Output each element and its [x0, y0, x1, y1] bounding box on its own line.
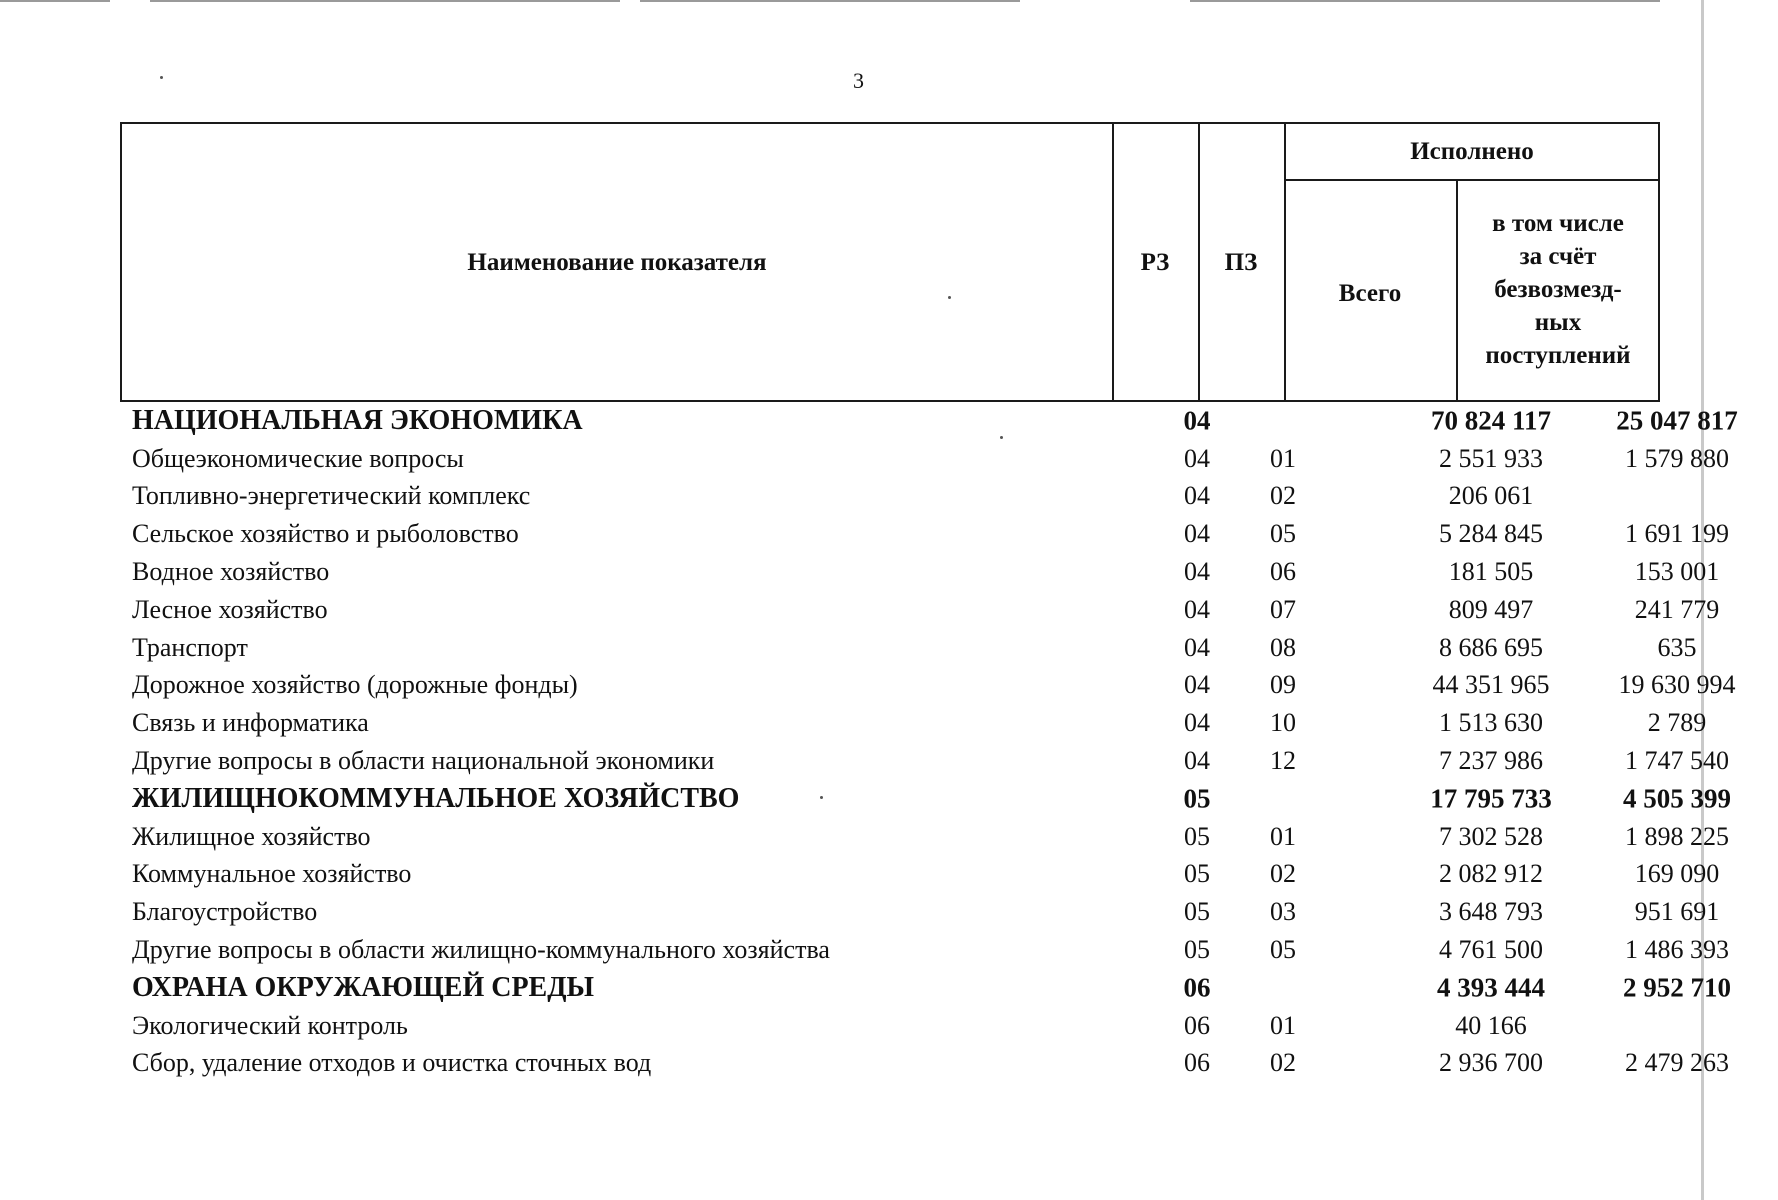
row-total: 181 505: [1448, 557, 1534, 587]
row-rz: 06: [1183, 972, 1211, 1003]
row-total: 1 513 630: [1439, 708, 1543, 738]
header-name: Наименование показателя: [467, 248, 767, 276]
table-header: [120, 122, 1660, 402]
row-free: 2 479 263: [1625, 1048, 1729, 1078]
row-name: Сельское хозяйство и рыболовство: [132, 519, 519, 549]
row-name: НАЦИОНАЛЬНАЯ ЭКОНОМИКА: [132, 404, 583, 436]
header-free-line: за счёт: [1519, 243, 1597, 270]
row-total: 2 551 933: [1439, 443, 1543, 473]
section-row: [120, 402, 1738, 440]
row-name: Другие вопросы в области жилищно-коммунального хозяйства: [132, 935, 830, 965]
header-free-line: ных: [1534, 309, 1582, 336]
row-pz: 02: [1270, 859, 1296, 889]
row-rz: 04: [1184, 746, 1210, 776]
table-row: [120, 478, 1660, 516]
row-pz: 06: [1270, 557, 1296, 587]
row-pz: 12: [1270, 746, 1296, 776]
row-total: 7 302 528: [1439, 821, 1543, 851]
row-name: Благоустройство: [132, 897, 318, 927]
row-name: ЖИЛИЩНОКОММУНАЛЬНОЕ ХОЗЯЙСТВО: [132, 782, 740, 814]
row-pz: 09: [1270, 670, 1296, 700]
row-pz: 02: [1270, 481, 1296, 511]
section-row: [120, 969, 1731, 1007]
header-rz: РЗ: [1140, 248, 1170, 276]
header-free-line: безвозмезд-: [1494, 276, 1622, 303]
row-free: 1 747 540: [1625, 746, 1729, 776]
row-rz: 04: [1183, 405, 1211, 436]
row-name: Общеэкономические вопросы: [132, 443, 464, 473]
section-row: [120, 780, 1731, 818]
table-row: [120, 553, 1720, 591]
row-total: 4 393 444: [1437, 972, 1545, 1003]
table-row: [120, 931, 1729, 969]
row-name: ОХРАНА ОКРУЖАЮЩЕЙ СРЕДЫ: [132, 971, 594, 1003]
row-name: Водное хозяйство: [132, 557, 330, 587]
row-pz: 05: [1270, 935, 1296, 965]
row-free: 4 505 399: [1623, 783, 1731, 814]
row-total: 2 082 912: [1439, 859, 1543, 889]
row-total: 70 824 117: [1430, 405, 1551, 436]
row-pz: 01: [1270, 443, 1296, 473]
row-name: Сбор, удаление отходов и очистка сточных вод: [132, 1048, 652, 1078]
page-number: 3: [853, 68, 864, 93]
table-row: [120, 629, 1697, 667]
header-free-line: поступлений: [1485, 342, 1631, 369]
row-pz: 03: [1270, 897, 1296, 927]
row-free: 1 898 225: [1625, 821, 1729, 851]
table-row: [120, 856, 1720, 894]
row-total: 17 795 733: [1430, 783, 1552, 814]
scan-edge-line: [640, 0, 1020, 2]
row-pz: 01: [1270, 821, 1296, 851]
table-row: [120, 667, 1736, 705]
row-name: Экологический контроль: [132, 1010, 408, 1040]
table-row: [120, 1045, 1729, 1083]
row-rz: 04: [1184, 670, 1210, 700]
table-row: [120, 591, 1720, 629]
scan-edge-line: [0, 0, 110, 2]
row-free: 241 779: [1634, 594, 1720, 624]
row-pz: 02: [1270, 1048, 1296, 1078]
row-free: 153 001: [1634, 557, 1720, 587]
row-name: Топливно-энергетический комплекс: [132, 481, 531, 511]
header-executed: Исполнено: [1410, 138, 1534, 165]
row-name: Лесное хозяйство: [132, 594, 328, 624]
table-row: [120, 1007, 1660, 1045]
row-free: 2 789: [1647, 708, 1707, 738]
scan-speck: [160, 76, 163, 79]
table-row: [120, 704, 1707, 742]
row-rz: 05: [1184, 821, 1210, 851]
row-total: 40 166: [1455, 1010, 1527, 1040]
row-rz: 04: [1184, 632, 1210, 662]
row-rz: 05: [1184, 935, 1210, 965]
row-name: Жилищное хозяйство: [132, 821, 371, 851]
row-rz: 06: [1184, 1010, 1210, 1040]
row-rz: 04: [1184, 557, 1210, 587]
table-body: [120, 402, 1738, 1082]
table-row: [120, 818, 1729, 856]
row-total: 2 936 700: [1439, 1048, 1543, 1078]
row-free: 951 691: [1634, 897, 1720, 927]
table-row: [120, 515, 1729, 553]
row-free: 1 579 880: [1625, 443, 1729, 473]
row-total: 8 686 695: [1439, 632, 1543, 662]
scan-edge-line: [1190, 0, 1660, 2]
row-name: Коммунальное хозяйство: [132, 859, 412, 889]
table-row: [120, 742, 1729, 780]
row-free: 1 486 393: [1625, 935, 1729, 965]
row-rz: 06: [1184, 1048, 1210, 1078]
row-total: 7 237 986: [1439, 746, 1543, 776]
row-free: 19 630 994: [1618, 670, 1736, 700]
row-rz: 04: [1184, 594, 1210, 624]
row-rz: 05: [1183, 783, 1211, 814]
row-name: Транспорт: [132, 632, 248, 662]
row-free: 635: [1657, 632, 1697, 662]
row-pz: 01: [1270, 1010, 1296, 1040]
row-rz: 04: [1184, 708, 1210, 738]
row-pz: 08: [1270, 632, 1296, 662]
row-total: 44 351 965: [1432, 670, 1550, 700]
row-pz: 05: [1270, 519, 1296, 549]
row-name: Другие вопросы в области национальной экономики: [132, 746, 715, 776]
row-rz: 05: [1184, 897, 1210, 927]
row-total: 5 284 845: [1439, 519, 1543, 549]
header-free: [1456, 179, 1660, 400]
row-total: 3 648 793: [1439, 897, 1543, 927]
row-total: 206 061: [1448, 481, 1534, 511]
scan-edge-line: [150, 0, 620, 2]
row-rz: 04: [1184, 481, 1210, 511]
table-row: [120, 440, 1729, 478]
row-free: 2 952 710: [1623, 972, 1731, 1003]
row-free: 169 090: [1634, 859, 1720, 889]
row-free: 25 047 817: [1616, 405, 1738, 436]
row-name: Связь и информатика: [132, 708, 369, 738]
row-name: Дорожное хозяйство (дорожные фонды): [132, 670, 578, 700]
row-total: 809 497: [1448, 594, 1534, 624]
row-rz: 04: [1184, 443, 1210, 473]
row-total: 4 761 500: [1439, 935, 1543, 965]
row-rz: 04: [1184, 519, 1210, 549]
header-pz: ПЗ: [1224, 248, 1258, 276]
table-row: [120, 893, 1720, 931]
row-pz: 07: [1270, 594, 1296, 624]
header-free-line: в том числе: [1492, 210, 1624, 237]
row-free: 1 691 199: [1625, 519, 1729, 549]
header-total: Всего: [1338, 279, 1402, 307]
row-pz: 10: [1270, 708, 1296, 738]
row-rz: 05: [1184, 859, 1210, 889]
